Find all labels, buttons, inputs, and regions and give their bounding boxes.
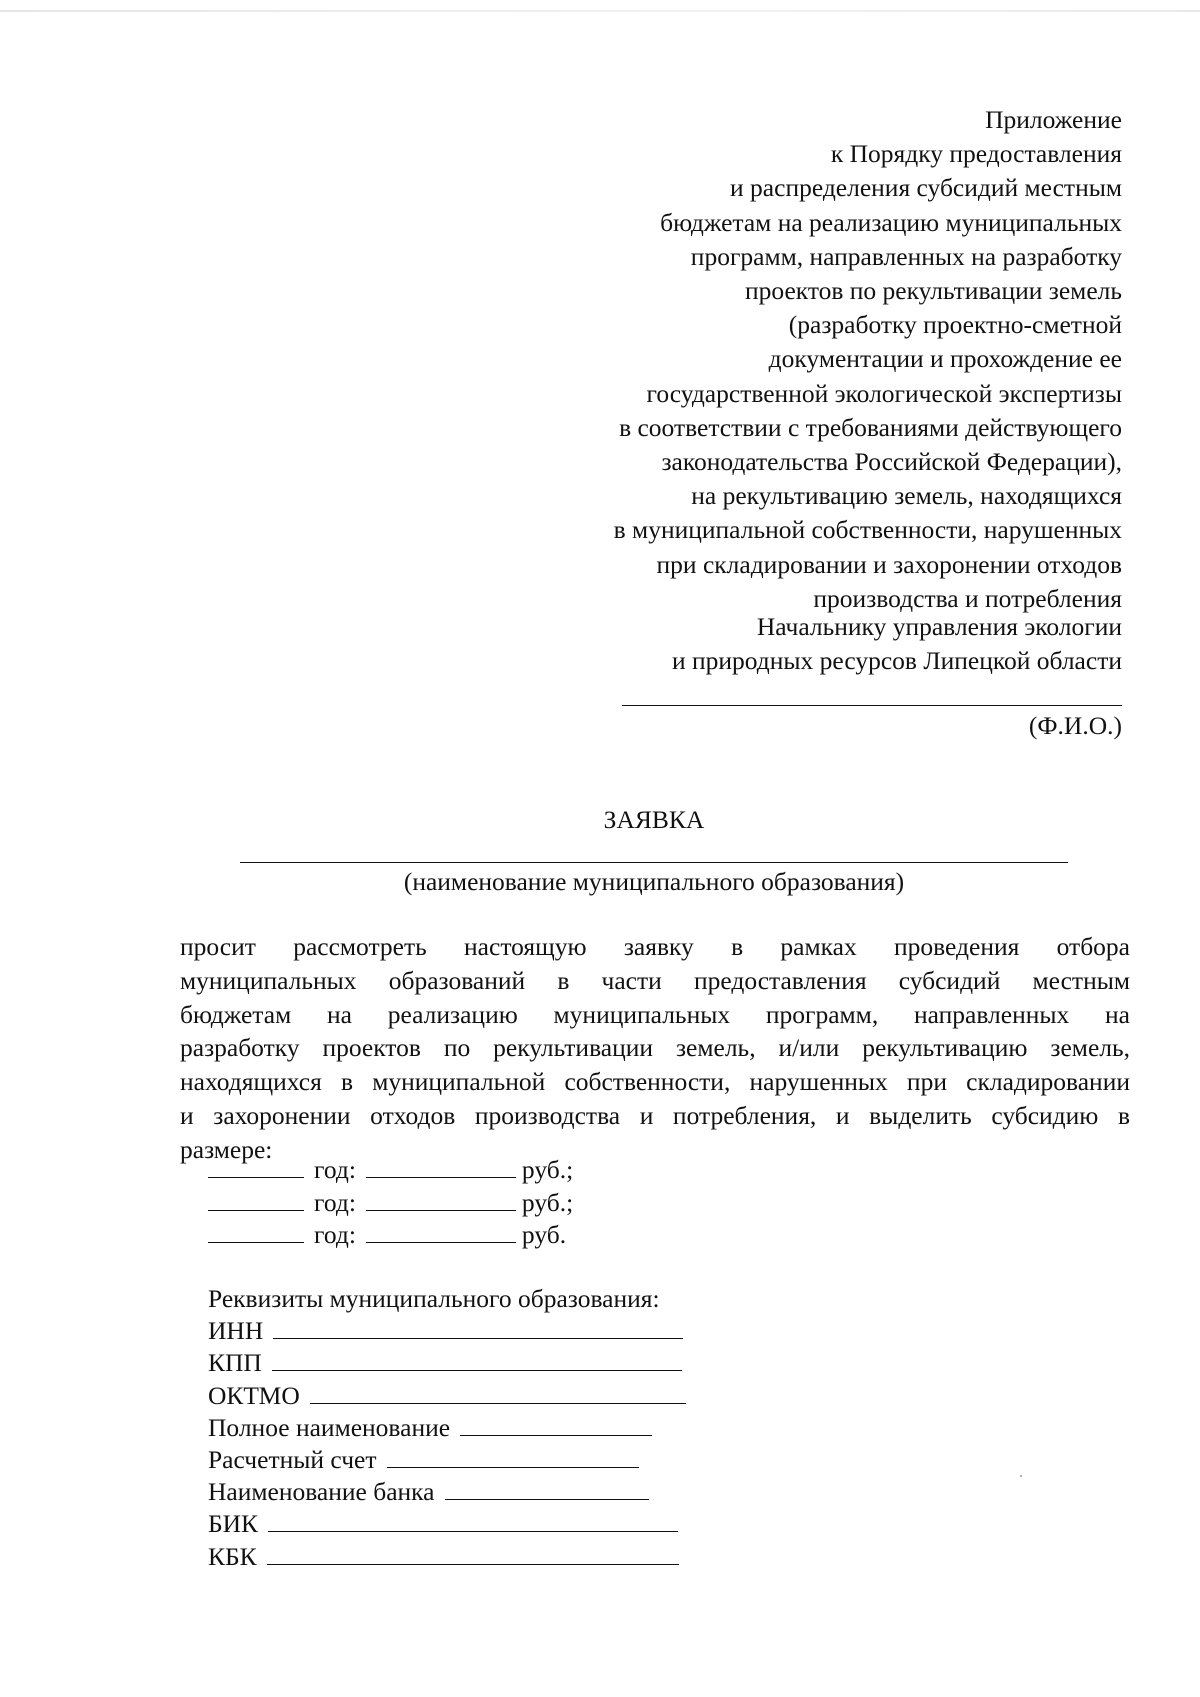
recipient-line: Начальнику управления экологии — [756, 612, 1122, 641]
appendix-line: в муниципальной собственности, нарушенных — [613, 515, 1122, 545]
requisite-label: Расчетный счет — [208, 1444, 377, 1474]
municipality-blank-line[interactable] — [240, 862, 1068, 863]
rub-label: руб.; — [521, 1187, 574, 1217]
appendix-line: производства и потребления — [813, 583, 1122, 613]
amount-row — [208, 1154, 573, 1187]
bank-name-blank[interactable] — [445, 1477, 649, 1500]
appendix-line: (разработку проектно-сметной — [788, 310, 1122, 340]
appendix-line: государственной экологической экспертизы — [646, 378, 1122, 408]
oktmo-blank[interactable] — [310, 1381, 686, 1404]
fio-blank-line[interactable] — [622, 705, 1122, 706]
year-label: год: — [314, 1187, 356, 1217]
requisite-label: КПП — [208, 1348, 262, 1378]
requisite-full-name — [208, 1412, 686, 1444]
year-blank[interactable] — [208, 1220, 304, 1243]
body-line: находящихся в муниципальной собственности, нарушенных при складировании — [180, 1067, 1130, 1097]
bik-blank[interactable] — [268, 1509, 678, 1532]
body-line: просит рассмотреть настоящую заявку в рамках проведения отбора — [180, 932, 1130, 961]
fio-label: (Ф.И.О.) — [1028, 711, 1122, 740]
requisite-label: ИНН — [208, 1316, 264, 1346]
scan-edge — [0, 10, 1200, 12]
requisite-inn — [208, 1315, 686, 1347]
requisite-bank-name — [208, 1476, 686, 1508]
appendix-line: бюджетам на реализацию муниципальных — [660, 207, 1122, 237]
appendix-line: на рекультивацию земель, находящихся — [691, 481, 1122, 511]
requisite-kbk — [208, 1541, 686, 1573]
subsidy-amounts — [208, 1154, 573, 1252]
requisite-label: КБК — [208, 1541, 257, 1571]
appendix-line: проектов по рекультивации земель — [744, 276, 1122, 306]
appendix-header — [520, 103, 1122, 616]
requisite-account — [208, 1444, 686, 1476]
appendix-line: при складировании и захоронении отходов — [656, 549, 1122, 579]
body-line: муниципальных образований в части предоставления субсидий местным — [180, 965, 1130, 995]
body-line: и захоронении отходов производства и потребления, и выделить субсидию в — [180, 1100, 1130, 1130]
full-name-blank[interactable] — [460, 1413, 652, 1436]
recipient-block — [520, 610, 1122, 678]
year-blank[interactable] — [208, 1155, 304, 1178]
scan-speck — [1020, 1475, 1022, 1477]
document-title: ЗАЯВКА — [603, 805, 705, 834]
appendix-line: и распределения субсидий местным — [730, 173, 1122, 203]
requisite-oktmo — [208, 1380, 686, 1412]
appendix-line: программ, направленных на разработку — [690, 241, 1122, 271]
requisite-label: БИК — [208, 1509, 259, 1539]
requisite-bik — [208, 1508, 686, 1540]
appendix-line: в соответствии с требованиями действующего — [619, 412, 1122, 442]
sum-blank[interactable] — [366, 1155, 516, 1178]
municipality-label: (наименование муниципального образования) — [403, 867, 905, 896]
inn-blank[interactable] — [273, 1316, 683, 1339]
body-line: размере: — [180, 1134, 273, 1164]
requisite-label: Наименование банка — [208, 1477, 435, 1507]
amount-row — [208, 1219, 573, 1252]
requisite-label: ОКТМО — [208, 1380, 300, 1410]
kpp-blank[interactable] — [272, 1348, 682, 1371]
sum-blank[interactable] — [366, 1220, 516, 1243]
appendix-line: законодательства Российской Федерации), — [661, 447, 1122, 477]
kbk-blank[interactable] — [267, 1542, 679, 1565]
year-label: год: — [314, 1220, 356, 1249]
requisite-label: Полное наименование — [208, 1412, 451, 1442]
amount-row — [208, 1187, 573, 1220]
sum-blank[interactable] — [366, 1188, 516, 1211]
rub-label: руб. — [521, 1220, 567, 1249]
appendix-line: к Порядку предоставления — [830, 139, 1122, 169]
recipient-line: и природных ресурсов Липецкой области — [671, 646, 1122, 675]
application-body — [180, 930, 1130, 1167]
requisites-heading: Реквизиты муниципального образования: — [208, 1284, 660, 1313]
year-label: год: — [314, 1155, 356, 1184]
rub-label: руб.; — [521, 1155, 574, 1184]
appendix-line: Приложение — [985, 105, 1122, 134]
requisite-kpp — [208, 1347, 686, 1379]
year-blank[interactable] — [208, 1188, 304, 1211]
account-blank[interactable] — [387, 1445, 639, 1468]
body-line: разработку проектов по рекультивации земель, и/или рекультивацию земель, — [180, 1033, 1130, 1063]
appendix-line: документации и прохождение ее — [768, 344, 1122, 374]
requisites-block — [208, 1283, 686, 1573]
body-line: бюджетам на реализацию муниципальных программ, направленных на — [180, 999, 1130, 1029]
